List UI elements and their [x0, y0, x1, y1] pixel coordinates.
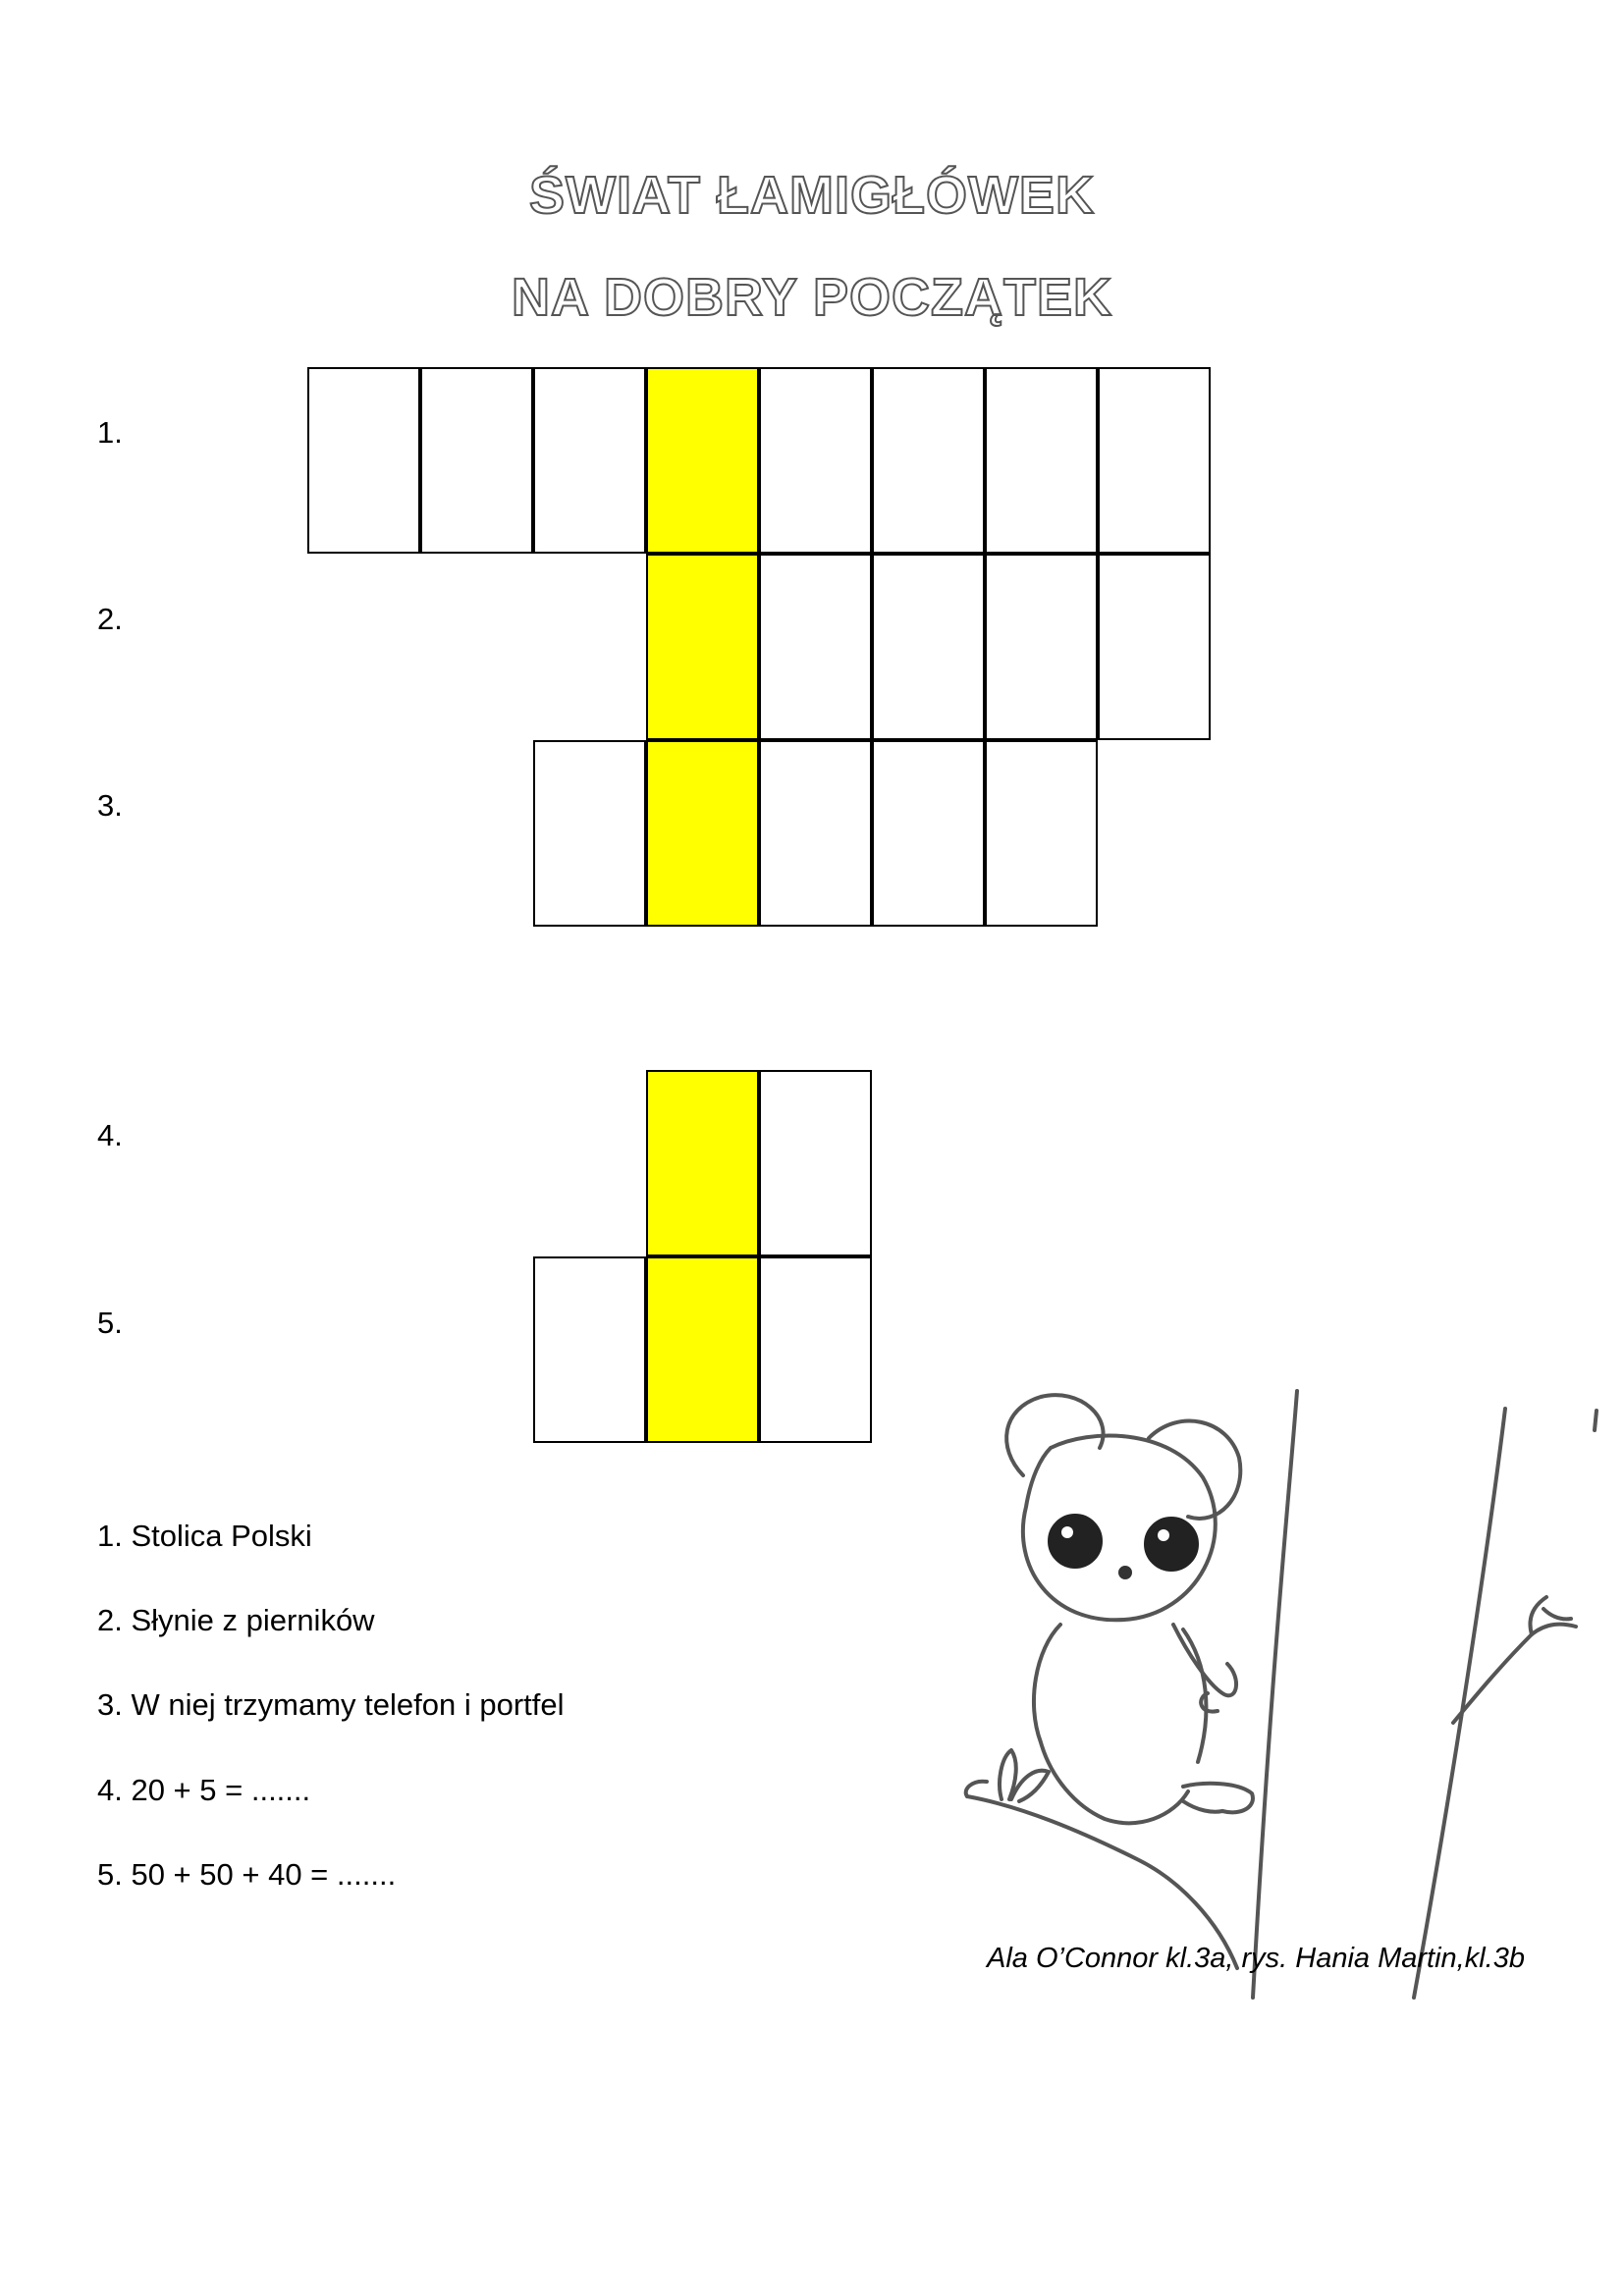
page-title: ŚWIAT ŁAMIGŁÓWEK [529, 166, 1095, 225]
crossword-cell-r1-c5[interactable] [759, 367, 872, 554]
crossword-cell-r5-c5[interactable] [759, 1256, 872, 1443]
page-subtitle: NA DOBRY POCZĄTEK [511, 268, 1113, 327]
tree-trunk-left [1253, 1391, 1297, 1998]
crossword-cell-r4-c4[interactable] [646, 1070, 759, 1256]
row-number-3: 3. [97, 788, 123, 823]
crossword-cell-r1-c8[interactable] [1098, 367, 1211, 554]
crossword-cell-r3-c5[interactable] [759, 740, 872, 927]
crossword-cell-r4-c5[interactable] [759, 1070, 872, 1256]
crossword-cell-r1-c4[interactable] [646, 367, 759, 554]
crossword-cell-r2-c7[interactable] [985, 554, 1098, 740]
crossword-cell-r5-c3[interactable] [533, 1256, 646, 1443]
crossword-cell-r2-c6[interactable] [872, 554, 985, 740]
row-number-2: 2. [97, 602, 123, 636]
clue-4: 4. 20 + 5 = ....... [97, 1773, 311, 1807]
crossword-cell-r1-c7[interactable] [985, 367, 1098, 554]
row-number-5: 5. [97, 1306, 123, 1340]
row-number-4: 4. [97, 1118, 123, 1152]
crossword-cell-r3-c3[interactable] [533, 740, 646, 927]
crossword-cell-r3-c6[interactable] [872, 740, 985, 927]
koala-illustration [943, 1369, 1610, 2017]
crossword-cell-r2-c5[interactable] [759, 554, 872, 740]
crossword-cell-r1-c3[interactable] [533, 367, 646, 554]
clue-2: 2. Słynie z pierników [97, 1603, 375, 1637]
crossword-cell-r2-c4[interactable] [646, 554, 759, 740]
crossword-cell-r2-c8[interactable] [1098, 554, 1211, 740]
crossword-cell-r1-c6[interactable] [872, 367, 985, 554]
clue-3: 3. W niej trzymamy telefon i portfel [97, 1687, 565, 1722]
clue-1: 1. Stolica Polski [97, 1519, 312, 1553]
crossword-cell-r3-c4[interactable] [646, 740, 759, 927]
crossword-cell-r3-c7[interactable] [985, 740, 1098, 927]
crossword-cell-r1-c1[interactable] [307, 367, 420, 554]
author-credit: Ala O’Connor kl.3a, rys. Hania Martin,kl.3b [987, 1943, 1525, 1974]
clue-5: 5. 50 + 50 + 40 = ....... [97, 1857, 397, 1892]
tree-trunk-right [1414, 1409, 1505, 1998]
crossword-cell-r1-c2[interactable] [420, 367, 533, 554]
row-number-1: 1. [97, 415, 123, 450]
crossword-cell-r5-c4[interactable] [646, 1256, 759, 1443]
